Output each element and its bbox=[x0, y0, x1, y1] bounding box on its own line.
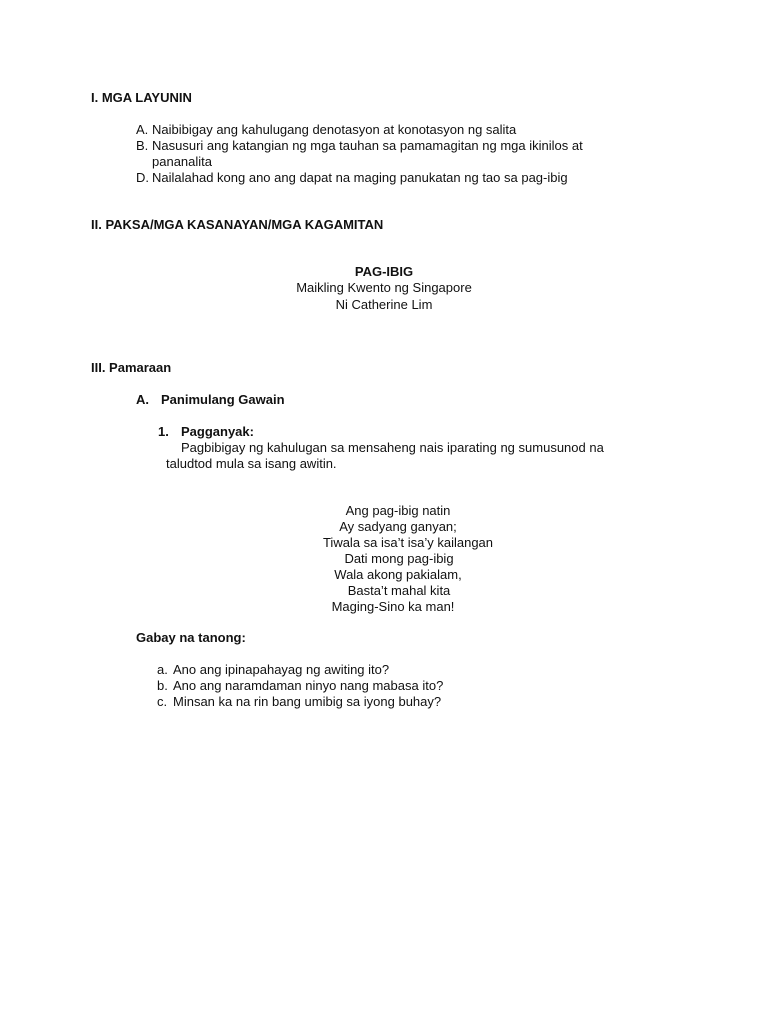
objective-marker: A. bbox=[136, 122, 149, 137]
step-marker: 1. bbox=[158, 424, 169, 439]
objective-item-b bbox=[136, 138, 583, 154]
objective-text: Naibibigay ang kahulugang denotasyon at konotasyon ng salita bbox=[152, 122, 517, 137]
subheading-marker: A. bbox=[136, 392, 149, 407]
guide-question-a bbox=[157, 662, 389, 678]
poem-line: Maging-Sino ka man! bbox=[331, 599, 455, 614]
step-label: Pagganyak: bbox=[181, 424, 254, 439]
poem-line: Dati mong pag-ibig bbox=[344, 551, 454, 566]
subheading-label: Panimulang Gawain bbox=[161, 392, 285, 407]
section-heading-layunin: I. MGA LAYUNIN bbox=[91, 90, 192, 105]
guide-questions-heading: Gabay na tanong: bbox=[136, 630, 246, 645]
instruction-line-1: Pagbibigay ng kahulugan sa mensaheng nais iparating ng sumusunod na bbox=[181, 440, 604, 455]
question-text: Ano ang ipinapahayag ng awiting ito? bbox=[173, 662, 390, 677]
objective-item-b-continuation: pananalita bbox=[152, 154, 212, 169]
subheading-panimulang-gawain bbox=[136, 392, 285, 408]
guide-question-c bbox=[157, 694, 441, 710]
section-heading-pamaraan: III. Pamaraan bbox=[91, 360, 172, 375]
story-author: Ni Catherine Lim bbox=[335, 297, 433, 312]
story-subtitle: Maikling Kwento ng Singapore bbox=[296, 280, 472, 295]
question-marker: b. bbox=[157, 678, 168, 693]
poem-line: Ay sadyang ganyan; bbox=[339, 519, 457, 534]
story-title: PAG-IBIG bbox=[354, 264, 414, 279]
section-heading-paksa: II. PAKSA/MGA KASANAYAN/MGA KAGAMITAN bbox=[91, 217, 384, 232]
objective-item-a bbox=[136, 122, 516, 138]
step-pagganyak bbox=[158, 424, 254, 440]
guide-question-b bbox=[157, 678, 443, 694]
objective-text: Nailalahad kong ano ang dapat na maging panukatan ng tao sa pag-ibig bbox=[152, 170, 568, 185]
objective-item-d bbox=[136, 170, 568, 186]
objective-marker: D. bbox=[136, 170, 149, 185]
instruction-line-2: taludtod mula sa isang awitin. bbox=[166, 456, 337, 471]
question-text: Minsan ka na rin bang umibig sa iyong buhay? bbox=[173, 694, 442, 709]
poem-line: Wala akong pakialam, bbox=[334, 567, 462, 582]
question-text: Ano ang naramdaman ninyo nang mabasa ito? bbox=[173, 678, 444, 693]
question-marker: c. bbox=[157, 694, 168, 709]
poem-line: Ang pag-ibig natin bbox=[345, 503, 451, 518]
objective-marker: B. bbox=[136, 138, 149, 153]
poem-line: Basta’t mahal kita bbox=[347, 583, 451, 598]
objective-text: Nasusuri ang katangian ng mga tauhan sa pamamagitan ng mga ikinilos at bbox=[152, 138, 583, 153]
question-marker: a. bbox=[157, 662, 168, 677]
poem-line: Tiwala sa isa’t isa’y kailangan bbox=[322, 535, 494, 550]
